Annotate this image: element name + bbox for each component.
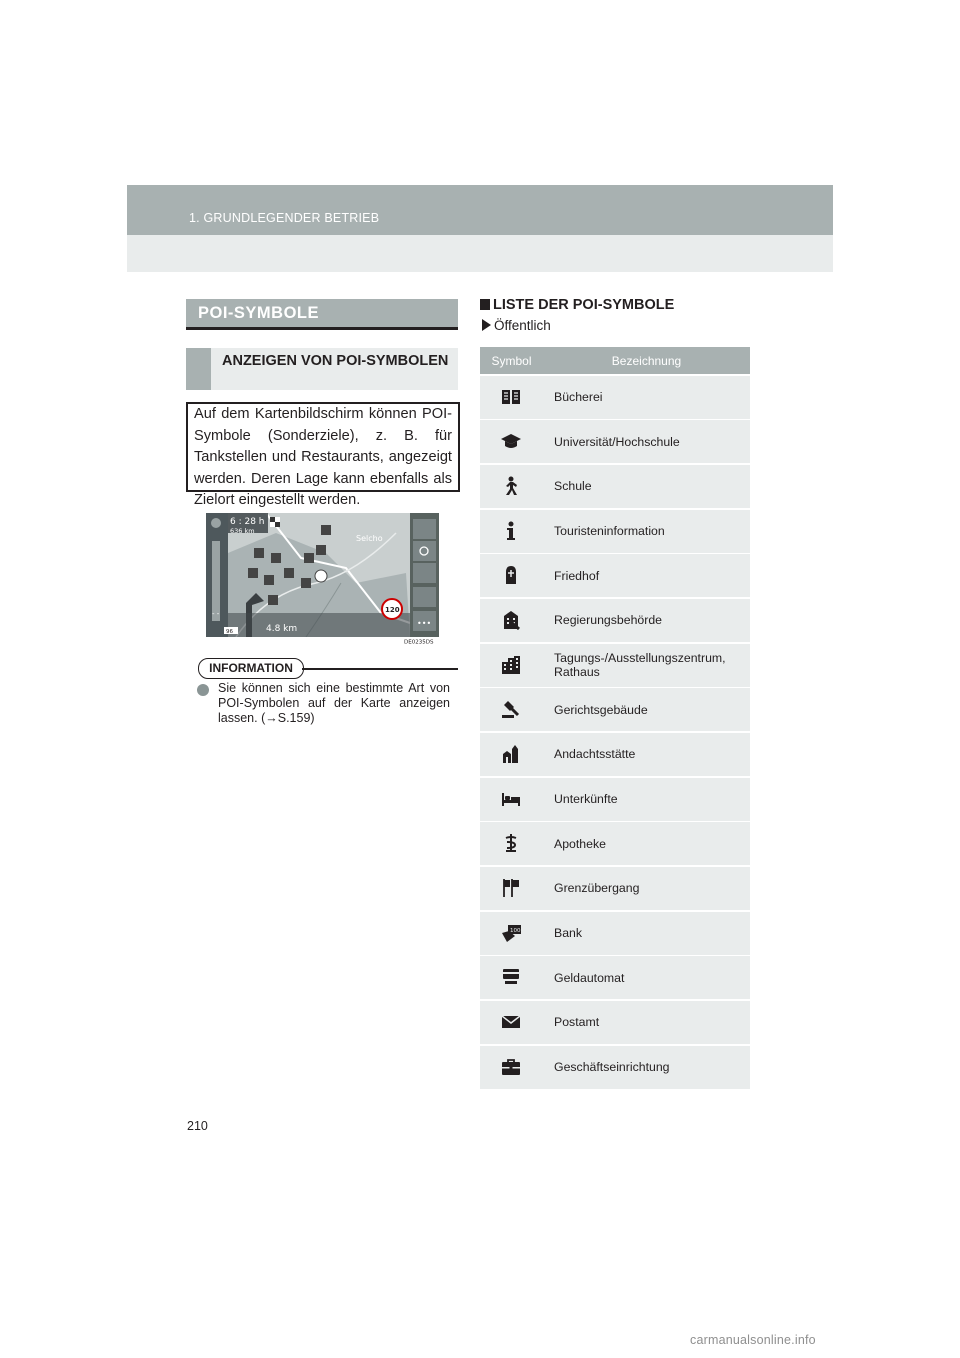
row-name: Grenzübergang bbox=[554, 881, 640, 896]
svg-text:•••: ••• bbox=[417, 619, 432, 628]
row-name: Apotheke bbox=[554, 836, 606, 851]
walking-child-icon bbox=[501, 476, 521, 496]
row-name: Schule bbox=[554, 479, 592, 494]
convention-center-icon bbox=[501, 655, 521, 675]
information-label: INFORMATION bbox=[198, 658, 304, 679]
table-row bbox=[480, 644, 750, 687]
triangle-bullet-icon bbox=[482, 319, 491, 331]
gavel-icon bbox=[501, 699, 521, 719]
information-rule bbox=[302, 668, 458, 670]
table-header bbox=[480, 347, 750, 374]
category-heading bbox=[482, 318, 551, 333]
map-distance-total: 636 km bbox=[230, 527, 255, 535]
row-name: Touristeninformation bbox=[554, 524, 665, 539]
map-dash: - - bbox=[212, 610, 220, 618]
table-row bbox=[480, 1046, 750, 1089]
map-distance-next: 4.8 km bbox=[266, 624, 298, 634]
header-band bbox=[127, 185, 833, 235]
table-row bbox=[480, 912, 750, 955]
section-title: POI-SYMBOLE bbox=[198, 304, 320, 322]
map-city: Selcho bbox=[356, 534, 383, 543]
intro-box: Auf dem Kartenbildschirm können POI-Symbole (Sonderziele), z. B. für Tankstellen und Restaurants, angezeigt werden. Deren Lage kann ebenfalls als Zielort eingestellt werden. bbox=[186, 402, 460, 492]
table-row bbox=[480, 778, 750, 821]
book-icon bbox=[501, 387, 521, 407]
section-title-bar bbox=[186, 299, 458, 327]
bank-notes-icon bbox=[501, 923, 521, 943]
square-bullet-icon bbox=[480, 299, 490, 310]
row-name: Geldautomat bbox=[554, 970, 625, 985]
table-row bbox=[480, 956, 750, 999]
table-row bbox=[480, 510, 750, 553]
subsection-title: ANZEIGEN VON POI-SYMBOLEN bbox=[222, 353, 449, 369]
watermark: carmanualsonline.info bbox=[690, 1333, 816, 1347]
information-text: Sie können sich eine bestimmte Art von POI-Symbolen auf der Karte anzeigen lassen. (→S.159) bbox=[218, 681, 450, 725]
bullet-icon bbox=[197, 684, 209, 696]
table-row bbox=[480, 554, 750, 597]
list-title-text: LISTE DER POI-SYMBOLE bbox=[493, 297, 675, 313]
table-row bbox=[480, 733, 750, 776]
table-row bbox=[480, 465, 750, 508]
tombstone-icon bbox=[501, 565, 521, 585]
map-speed-limit: 120 bbox=[385, 606, 400, 614]
header-subband bbox=[127, 235, 833, 272]
row-name: Regierungsbehörde bbox=[554, 613, 663, 628]
table-row bbox=[480, 376, 750, 419]
table-row bbox=[480, 688, 750, 731]
table-row bbox=[480, 599, 750, 642]
bed-icon bbox=[501, 789, 521, 809]
row-name: Gerichtsgebäude bbox=[554, 702, 648, 717]
col-header-symbol: Symbol bbox=[491, 354, 532, 368]
col-header-name: Bezeichnung bbox=[611, 354, 682, 368]
map-road-number: 96 bbox=[226, 629, 233, 635]
map-screenshot bbox=[206, 513, 439, 644]
row-name: Tagungs-/Ausstellungszentrum, Rathaus bbox=[554, 651, 726, 680]
list-title bbox=[480, 297, 674, 313]
map-image-code: DE0235DS bbox=[404, 639, 434, 644]
envelope-icon bbox=[501, 1012, 521, 1032]
page-number: 210 bbox=[187, 1119, 208, 1133]
subsection-marker bbox=[186, 348, 211, 390]
row-name: Bücherei bbox=[554, 390, 603, 405]
pharmacy-icon bbox=[501, 833, 521, 853]
table-row bbox=[480, 867, 750, 910]
table-row bbox=[480, 1001, 750, 1044]
row-name: Postamt bbox=[554, 1015, 600, 1030]
row-name: Unterkünfte bbox=[554, 792, 618, 807]
chapter-title: 1. GRUNDLEGENDER BETRIEB bbox=[189, 211, 380, 225]
subsection-title-box bbox=[186, 348, 458, 390]
row-name: Geschäftseinrichtung bbox=[554, 1060, 670, 1074]
info-icon bbox=[501, 521, 521, 541]
map-time: 6 : 28 h bbox=[230, 517, 265, 527]
table-row bbox=[480, 822, 750, 865]
row-name: Universität/Hochschule bbox=[554, 434, 680, 449]
briefcase-icon bbox=[501, 1057, 521, 1077]
atm-card-icon bbox=[501, 967, 521, 987]
section-title-underline bbox=[186, 327, 458, 330]
category-text: Öffentlich bbox=[494, 318, 551, 333]
row-name: Andachtsstätte bbox=[554, 747, 636, 762]
border-flags-icon bbox=[501, 878, 521, 898]
poi-symbol-table bbox=[480, 347, 750, 1089]
place-of-worship-icon bbox=[501, 744, 521, 764]
row-name: Friedhof bbox=[554, 568, 600, 583]
government-building-icon bbox=[501, 610, 521, 630]
bank-note-value: 100 bbox=[510, 927, 521, 934]
table-row bbox=[480, 420, 750, 463]
row-name: Bank bbox=[554, 926, 583, 941]
graduation-cap-icon bbox=[501, 431, 521, 451]
